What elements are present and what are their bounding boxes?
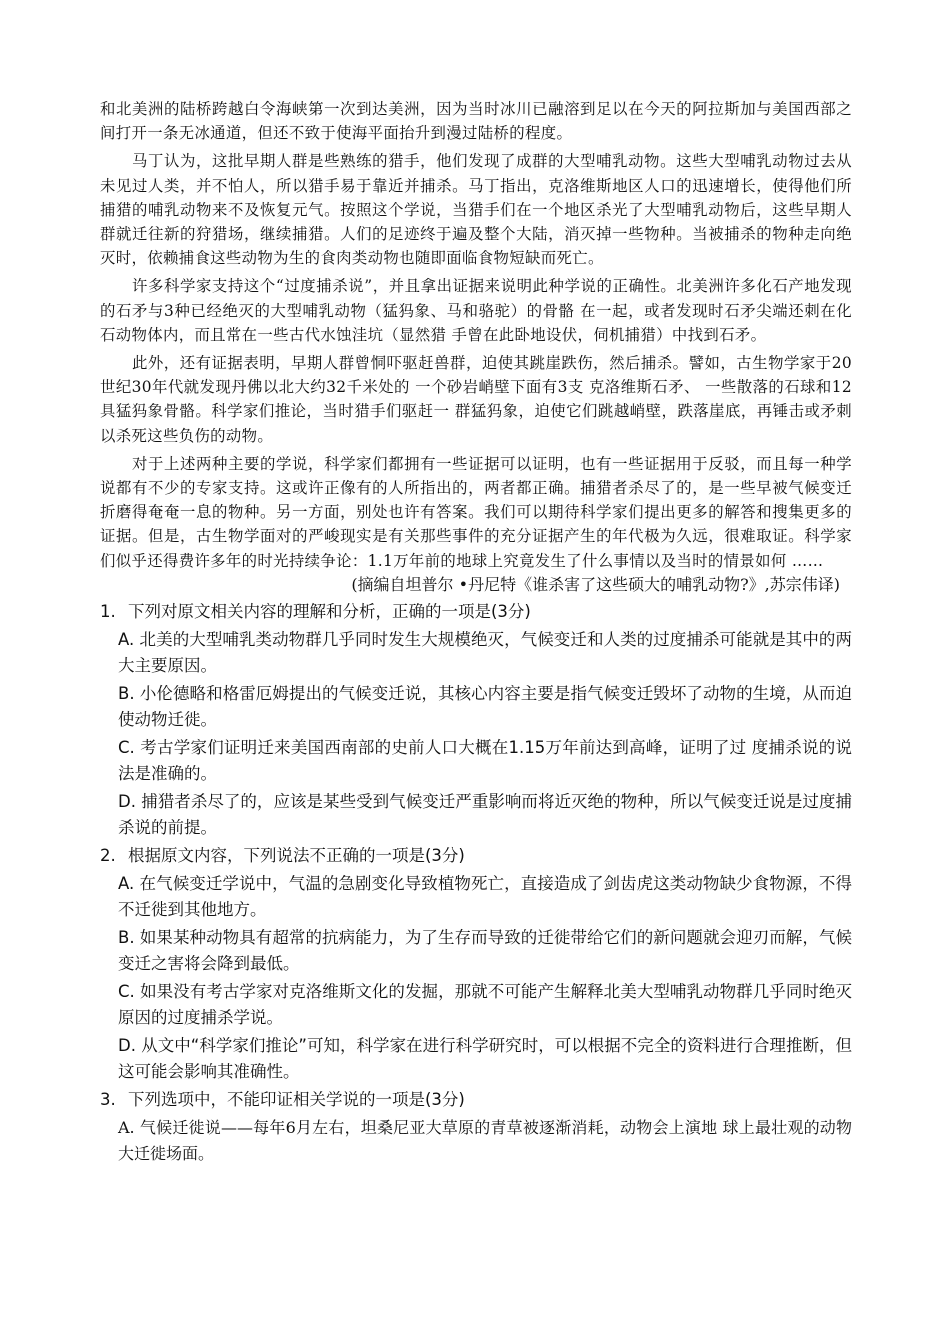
passage-paragraph: 马丁认为，这批早期人群是些熟练的猎手，他们发现了成群的大型哺乳动物。这些大型哺乳动物过去从未见过人类，并不怕人，所以猎手易于靠近并捕杀。马丁指出，克洛维斯地区人口的迅速增长，使得他们所捕猎的哺乳动物来不及恢复元气。按照这个学说，当猎手们在一个地区杀光了大型哺乳动物后，这些早期人群就迁往新的狩猎场，继续捕猎。人们的足迹终于遍及整个大陆，消灭掉一些物种。当被捕杀的物种走向绝灭时，依赖捕食这些动物为生的食肉类动物也随即面临食物短缺而死亡。 bbox=[100, 152, 852, 268]
option-c: C. 考古学家们证明迁来美国西南部的史前人口大概在1.15万年前达到高峰，证明了过 度捕杀说的说法是准确的。 bbox=[118, 737, 852, 783]
option-d: D. 从文中“科学家们推论”可知，科学家在进行科学研究时，可以根据不完全的资料进行合理推断，但这可能会影响其准确性。 bbox=[118, 1035, 852, 1081]
passage-source: (摘编自坦普尔 •丹尼特《谁杀害了这些硕大的哺乳动物?》,苏宗伟译) bbox=[351, 574, 840, 594]
option-a: A. 在气候变迁学说中，气温的急剧变化导致植物死亡，直接造成了剑齿虎这类动物缺少食物源，不得不迁徙到其他地方。 bbox=[118, 873, 852, 919]
reading-passage bbox=[100, 97, 852, 597]
question-stem bbox=[100, 1087, 852, 1113]
option-b: B. 小伦德略和格雷厄姆提出的气候变迁说，其核心内容主要是指气候变迁毁坏了动物的生境，从而迫使动物迁徙。 bbox=[118, 683, 852, 729]
question-stem bbox=[100, 599, 852, 625]
question-text: 下列对原文相关内容的理解和分析，正确的一项是(3分) bbox=[128, 601, 531, 621]
question-text: 下列选项中，不能印证相关学说的一项是(3分) bbox=[128, 1089, 465, 1109]
question-number: 2. bbox=[100, 845, 116, 865]
question-2 bbox=[100, 843, 852, 1085]
question-stem bbox=[100, 843, 852, 869]
option-c: C. 如果没有考古学家对克洛维斯文化的发掘，那就不可能产生解释北美大型哺乳动物群几乎同时绝灭原因的过度捕杀学说。 bbox=[118, 981, 852, 1027]
question-text: 根据原文内容，下列说法不正确的一项是(3分) bbox=[128, 845, 465, 865]
question-3 bbox=[100, 1087, 852, 1167]
question-1 bbox=[100, 599, 852, 841]
passage-paragraph: 此外，还有证据表明，早期人群曾恫吓驱赶兽群，迫使其跳崖跌伤，然后捕杀。譬如，古生物学家于20世纪30年代就发现丹佛以北大约32千米处的 一个砂岩峭壁下面有3支 克洛维斯石矛、 一些散落的石球和12具猛犸象骨骼。科学家们推论，当时猎手们驱赶一 群猛犸象，迫使它们跳越峭壁，跌落崖底，再锤击或矛刺以杀死这些负伤的动物。 bbox=[100, 354, 852, 445]
passage-paragraph: 许多科学家支持这个“过度捕杀说”，并且拿出证据来说明此种学说的正确性。北美洲许多化石产地发现的石矛与3种已经绝灭的大型哺乳动物（猛犸象、马和骆驼）的骨骼 在一起，或者发现时石矛尖端还刺在化石动物体内，而且常在一些古代水蚀洼坑（显然猎 手曾在此卧地设伏，伺机捕猎）中找到石矛。 bbox=[100, 277, 852, 344]
passage-paragraph: 和北美洲的陆桥跨越白令海峡第一次到达美洲，因为当时冰川已融溶到足以在今天的阿拉斯加与美国西部之间打开一条无冰通道，但还不致于使海平面抬升到漫过陆桥的程度。 bbox=[100, 100, 852, 143]
question-number: 1. bbox=[100, 601, 116, 621]
document-page bbox=[100, 97, 852, 1167]
passage-paragraph: 对于上述两种主要的学说，科学家们都拥有一些证据可以证明，也有一些证据用于反驳，而且每一种学说都有不少的专家支持。这或许正像有的人所指出的，两者都正确。捕猎者杀尽了的，是一些早被气候变迁折磨得奄奄一息的物种。另一方面，别处也许有答案。我们可以期待科学家们提出更多的解答和搜集更多的证据。但是，古生物学面对的严峻现实是有关那些事件的充分证据产生的年代极为久远，很难取证。科学家们似乎还得费许多年的时光持续争论：1.1万年前的地球上究竟发生了什么事情以及当时的情景如何 …… bbox=[100, 454, 852, 570]
option-b: B. 如果某种动物具有超常的抗病能力，为了生存而导致的迁徙带给它们的新问题就会迎刃而解，气候变迁之害将会降到最低。 bbox=[118, 927, 852, 973]
option-a: A. 气候迁徙说——每年6月左右，坦桑尼亚大草原的青草被逐渐消耗，动物会上演地 球上最壮观的动物大迁徙场面。 bbox=[118, 1117, 852, 1163]
question-number: 3. bbox=[100, 1089, 116, 1109]
option-a: A. 北美的大型哺乳类动物群几乎同时发生大规模绝灭，气候变迁和人类的过度捕杀可能就是其中的两大主要原因。 bbox=[118, 629, 852, 675]
option-d: D. 捕猎者杀尽了的，应该是某些受到气候变迁严重影响而将近灭绝的物种，所以气候变迁说是过度捕杀说的前提。 bbox=[118, 791, 852, 837]
